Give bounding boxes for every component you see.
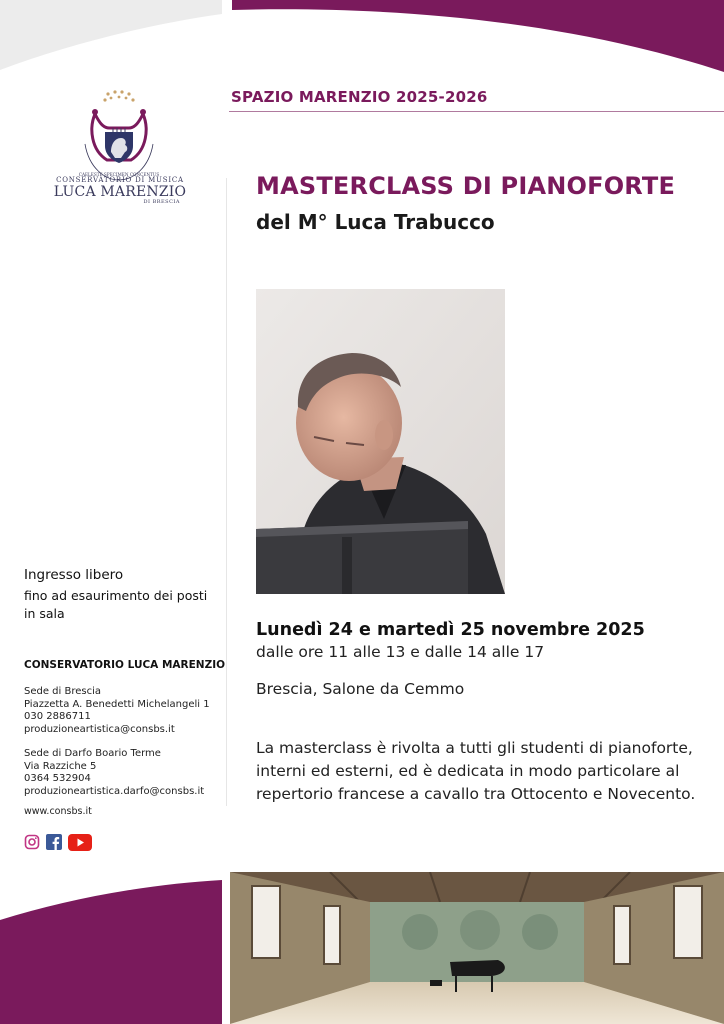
entry-note bbox=[24, 587, 207, 623]
instagram-icon[interactable] bbox=[24, 834, 40, 852]
logo-top-text: CONSERVATORIO DI MUSICA bbox=[56, 176, 184, 184]
contact-line: Via Razziche 5 bbox=[24, 760, 97, 772]
youtube-icon[interactable] bbox=[68, 834, 92, 852]
contact-brescia bbox=[24, 686, 210, 736]
entry-note-line: in sala bbox=[24, 606, 65, 621]
event-subtitle: del M° Luca Trabucco bbox=[256, 210, 495, 234]
contact-line: Piazzetta A. Benedetti Michelangeli 1 bbox=[24, 698, 210, 710]
column-divider bbox=[226, 178, 227, 806]
description-line: La masterclass è rivolta a tutti gli studenti di pianoforte, bbox=[256, 739, 693, 757]
series-label: SPAZIO MARENZIO 2025-2026 bbox=[231, 88, 488, 106]
contact-email[interactable]: produzioneartistica.darfo@consbs.it bbox=[24, 785, 205, 797]
website-link[interactable]: www.consbs.it bbox=[24, 806, 92, 817]
contact-email[interactable]: produzioneartistica@consbs.it bbox=[24, 723, 175, 735]
entry-title: Ingresso libero bbox=[24, 567, 124, 583]
event-title: MASTERCLASS DI PIANOFORTE bbox=[256, 172, 676, 200]
header-rule bbox=[229, 111, 724, 112]
entry-note-line: fino ad esaurimento dei posti bbox=[24, 588, 208, 603]
contact-darfo bbox=[24, 748, 204, 798]
logo-ring-text: CAELESTE SPECIMEN CONCENTUS bbox=[78, 172, 160, 177]
hall-photo bbox=[230, 872, 724, 1024]
contact-phone: 030 2886711 bbox=[24, 711, 91, 722]
description-line: interni ed esterni, ed è dedicata in modo particolare al bbox=[256, 762, 680, 780]
logo-subtitle: DI BRESCIA bbox=[143, 199, 180, 205]
contact-phone: 0364 532904 bbox=[24, 773, 91, 784]
logo-name: LUCA MARENZIO bbox=[53, 184, 187, 200]
contact-line: Sede di Darfo Boario Terme bbox=[24, 748, 161, 759]
social-links bbox=[24, 834, 92, 852]
event-time: dalle ore 11 alle 13 e dalle 14 alle 17 bbox=[256, 643, 545, 661]
event-date: Lunedì 24 e martedì 25 novembre 2025 bbox=[256, 620, 645, 640]
organization-name: CONSERVATORIO LUCA MARENZIO bbox=[24, 659, 226, 671]
performer-portrait bbox=[256, 289, 505, 594]
facebook-icon[interactable] bbox=[46, 834, 62, 852]
description-line: repertorio francese a cavallo tra Ottocento e Novecento. bbox=[256, 785, 696, 803]
contact-line: Sede di Brescia bbox=[24, 686, 102, 697]
event-place: Brescia, Salone da Cemmo bbox=[256, 680, 465, 698]
event-description bbox=[256, 737, 716, 806]
